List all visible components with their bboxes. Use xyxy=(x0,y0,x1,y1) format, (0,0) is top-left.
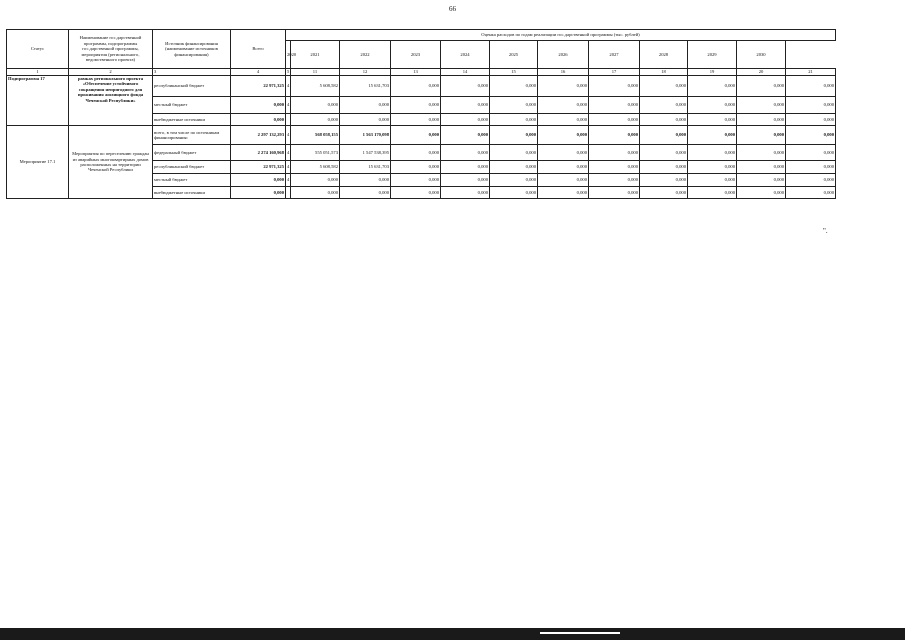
column-number: 19 xyxy=(688,69,737,76)
value-cell: 0,000 xyxy=(490,174,538,187)
source-cell: республиканский бюджет xyxy=(153,161,231,174)
value-cell: 0,000 xyxy=(640,76,688,97)
value-cell: 0,000 xyxy=(441,126,490,145)
value-cell: 1 547 538,395 xyxy=(340,145,391,161)
header-years-title: Оценка расходов по годам реализации гос.дарственной программы (тыс. рублей) xyxy=(286,30,836,41)
budget-table xyxy=(6,29,836,199)
table-row xyxy=(7,126,836,145)
value-cell: 15 631,703 xyxy=(340,161,391,174)
column-number: 14 xyxy=(441,69,490,76)
value-cell: 1 563 170,098 xyxy=(340,126,391,145)
value-cell: 0,000 xyxy=(786,126,836,145)
value-cell: 0,000 xyxy=(589,114,640,126)
flag-cell: 4 xyxy=(286,76,291,97)
value-cell: 0,000 xyxy=(441,174,490,187)
value-cell: 0,000 xyxy=(538,145,589,161)
group-status: Подпрограмма 17 xyxy=(7,76,69,126)
value-cell: 0,000 xyxy=(490,114,538,126)
column-number: 17 xyxy=(589,69,640,76)
source-cell: республиканский бюджет xyxy=(153,76,231,97)
value-cell: 0,000 xyxy=(340,114,391,126)
column-number-row xyxy=(7,69,836,76)
group-status: Мероприятие 17.1 xyxy=(7,126,69,199)
value-cell: 555 051,573 xyxy=(291,145,340,161)
value-cell: 0,000 xyxy=(441,97,490,114)
year-header: 2020 xyxy=(286,41,291,69)
value-cell: 0,000 xyxy=(589,187,640,199)
year-header: 2027 xyxy=(589,41,640,69)
value-cell: 5 608,582 xyxy=(291,161,340,174)
value-cell: 0,000 xyxy=(737,97,786,114)
value-cell: 0,000 xyxy=(490,187,538,199)
column-number: 20 xyxy=(737,69,786,76)
value-cell: 0,000 xyxy=(490,126,538,145)
value-cell: 0,000 xyxy=(786,145,836,161)
year-header: 2026 xyxy=(538,41,589,69)
value-cell: 0,000 xyxy=(786,114,836,126)
value-cell: 0,000 xyxy=(538,161,589,174)
value-cell: 0,000 xyxy=(391,114,441,126)
column-number: 21 xyxy=(786,69,836,76)
value-cell: 0,000 xyxy=(538,187,589,199)
value-cell: 0,000 xyxy=(291,114,340,126)
value-cell: 0,000 xyxy=(786,174,836,187)
total-cell: 22 971,325 xyxy=(231,76,286,97)
value-cell: 0,000 xyxy=(737,145,786,161)
value-cell: 0,000 xyxy=(737,126,786,145)
value-cell: 0,000 xyxy=(640,97,688,114)
value-cell: 0,000 xyxy=(737,174,786,187)
value-cell: 0,000 xyxy=(490,161,538,174)
source-cell: местный бюджет xyxy=(153,174,231,187)
footnote-mark: ". xyxy=(823,227,828,235)
value-cell: 0,000 xyxy=(538,114,589,126)
value-cell: 0,000 xyxy=(391,174,441,187)
year-header: 2022 xyxy=(340,41,391,69)
year-header: 2023 xyxy=(391,41,441,69)
value-cell: 0,000 xyxy=(688,114,737,126)
value-cell: 0,000 xyxy=(640,126,688,145)
total-cell: 0,000 xyxy=(231,114,286,126)
value-cell: 0,000 xyxy=(737,161,786,174)
group-name: Мероприятия по переселению граждан из аварийных многоквартирных домов расположенных на территории Чеченской Республики xyxy=(69,126,153,199)
value-cell: 0,000 xyxy=(786,161,836,174)
value-cell: 0,000 xyxy=(340,187,391,199)
year-header: 2021 xyxy=(291,41,340,69)
total-cell: 0,000 xyxy=(231,187,286,199)
column-number: 5 xyxy=(287,69,290,75)
total-cell: 2 274 160,968 xyxy=(231,145,286,161)
value-cell: 0,000 xyxy=(340,97,391,114)
value-cell: 0,000 xyxy=(589,174,640,187)
column-number: 11 xyxy=(291,69,340,76)
value-cell: 0,000 xyxy=(589,76,640,97)
flag-cell: 4 xyxy=(286,126,291,145)
value-cell: 0,000 xyxy=(688,174,737,187)
value-cell: 0,000 xyxy=(441,145,490,161)
source-cell: федеральный бюджет xyxy=(153,145,231,161)
value-cell: 0,000 xyxy=(688,126,737,145)
value-cell: 0,000 xyxy=(589,126,640,145)
header-total: Всего xyxy=(231,30,286,69)
column-number: 12 xyxy=(340,69,391,76)
value-cell: 0,000 xyxy=(490,76,538,97)
value-cell: 0,000 xyxy=(391,187,441,199)
value-cell: 0,000 xyxy=(391,97,441,114)
column-number: 1 xyxy=(7,69,69,76)
column-number: 13 xyxy=(391,69,441,76)
value-cell: 0,000 xyxy=(786,97,836,114)
source-cell: всего, в том числе по источникам финансирования: xyxy=(153,126,231,145)
value-cell: 5 608,582 xyxy=(291,76,340,97)
value-cell: 0,000 xyxy=(538,76,589,97)
year-header: 2029 xyxy=(688,41,737,69)
value-cell: 0,000 xyxy=(589,145,640,161)
value-cell: 0,000 xyxy=(640,174,688,187)
column-number: 3 xyxy=(153,69,231,76)
year-header: 2028 xyxy=(640,41,688,69)
value-cell: 15 631,703 xyxy=(340,76,391,97)
year-header: 2024 xyxy=(441,41,490,69)
total-cell: 2 297 132,293 xyxy=(231,126,286,145)
source-cell: внебюджетные источники xyxy=(153,114,231,126)
flag-cell: 4 xyxy=(286,161,291,174)
column-number: 15 xyxy=(490,69,538,76)
value-cell: 0,000 xyxy=(538,97,589,114)
value-cell: 0,000 xyxy=(441,76,490,97)
header-name: Наименование гос.дарственной программы, подпрограммы гос.дарственной программы, мероприятия (регионального, ведомственного проекта) xyxy=(69,30,153,69)
scan-edge-gap xyxy=(540,632,620,634)
value-cell: 0,000 xyxy=(291,174,340,187)
value-cell: 0,000 xyxy=(737,76,786,97)
column-number: 4 xyxy=(231,69,286,76)
scan-edge-bar xyxy=(0,628,905,640)
value-cell: 0,000 xyxy=(391,161,441,174)
value-cell: 0,000 xyxy=(688,145,737,161)
year-header: 2030 xyxy=(737,41,786,69)
value-cell: 0,000 xyxy=(441,187,490,199)
page-number: 66 xyxy=(449,5,456,13)
value-cell: 0,000 xyxy=(640,114,688,126)
value-cell: 0,000 xyxy=(786,187,836,199)
flag-cell: 4 xyxy=(286,145,291,161)
column-number: 18 xyxy=(640,69,688,76)
value-cell: 568 058,155 xyxy=(291,126,340,145)
source-cell: внебюджетные источники xyxy=(153,187,231,199)
source-cell: местный бюджет xyxy=(153,97,231,114)
value-cell: 0,000 xyxy=(688,76,737,97)
value-cell: 0,000 xyxy=(391,126,441,145)
header-status: Статус xyxy=(7,30,69,69)
table-row xyxy=(7,76,836,97)
value-cell: 0,000 xyxy=(441,114,490,126)
column-number: 2 xyxy=(69,69,153,76)
value-cell: 0,000 xyxy=(538,126,589,145)
value-cell: 0,000 xyxy=(391,76,441,97)
total-cell: 22 971,325 xyxy=(231,161,286,174)
value-cell: 0,000 xyxy=(688,161,737,174)
header-row xyxy=(7,30,836,41)
column-number: 16 xyxy=(538,69,589,76)
total-cell: 0,000 xyxy=(231,174,286,187)
value-cell: 0,000 xyxy=(340,174,391,187)
flag-cell: 4 xyxy=(286,97,291,114)
value-cell: 0,000 xyxy=(391,145,441,161)
header-sources: Источник финансирования (наименование источников финансирования) xyxy=(153,30,231,69)
value-cell: 0,000 xyxy=(291,97,340,114)
value-cell: 0,000 xyxy=(640,187,688,199)
value-cell: 0,000 xyxy=(640,145,688,161)
value-cell: 0,000 xyxy=(490,97,538,114)
group-name: рамках регионального проекта «Обеспечение устойчивого сокращения непригодного для проживания жилищного фонда Чеченской Республики» xyxy=(69,76,153,126)
flag-cell: 4 xyxy=(286,174,291,187)
value-cell: 0,000 xyxy=(640,161,688,174)
value-cell: 0,000 xyxy=(441,161,490,174)
value-cell: 0,000 xyxy=(688,187,737,199)
value-cell: 0,000 xyxy=(589,97,640,114)
value-cell: 0,000 xyxy=(589,161,640,174)
value-cell: 0,000 xyxy=(737,187,786,199)
year-header: 2025 xyxy=(490,41,538,69)
value-cell: 0,000 xyxy=(786,76,836,97)
total-cell: 0,000 xyxy=(231,97,286,114)
value-cell: 0,000 xyxy=(291,187,340,199)
value-cell: 0,000 xyxy=(688,97,737,114)
value-cell: 0,000 xyxy=(538,174,589,187)
value-cell: 0,000 xyxy=(737,114,786,126)
value-cell: 0,000 xyxy=(490,145,538,161)
